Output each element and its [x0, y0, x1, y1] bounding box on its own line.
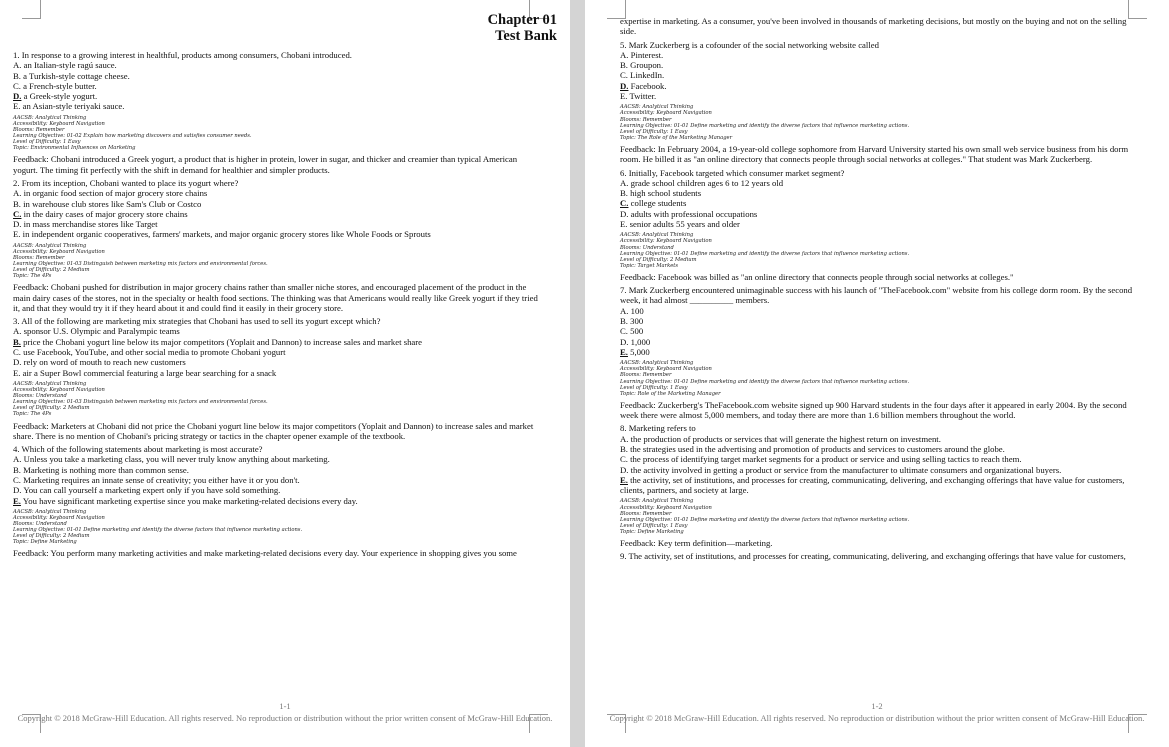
option-text: use Facebook, YouTube, and other social media to promote Chobani yogurt: [23, 347, 286, 358]
option-text: LinkedIn.: [630, 70, 665, 81]
answer-option: [620, 81, 1140, 91]
option-letter: E.: [13, 229, 21, 240]
question-metadata: Blooms: Remember: [13, 126, 65, 133]
answer-option: [13, 60, 543, 70]
question-metadata: Level of Difficulty: 1 Easy: [620, 128, 688, 135]
question-list: [620, 16, 1140, 562]
question-stem: 1. In response to a growing interest in healthful, products among consumers, Chobani introduced.: [13, 50, 352, 60]
question-metadata: Learning Objective: 01-03 Distinguish between marketing mix factors and environmental forces.: [13, 399, 268, 406]
option-letter: C.: [13, 347, 21, 358]
answer-option: [13, 91, 543, 101]
question-metadata: Level of Difficulty: 2 Medium: [13, 267, 90, 274]
answer-option: [620, 465, 1140, 475]
correct-answer-letter: C.: [13, 208, 22, 219]
feedback-text: Feedback: Chobani introduced a Greek yogurt, a product that is higher in protein, lower in sugar, and thicker and creamier than typical American yogurt. The timing fit perfectly with the shift in demand for healthier and simpler products.: [13, 154, 518, 175]
answer-option: [13, 368, 543, 378]
option-letter: C.: [620, 326, 628, 337]
option-letter: B.: [13, 70, 21, 81]
question-stem: 8. Marketing refers to: [620, 423, 696, 434]
answer-option: [13, 209, 543, 219]
option-letter: A.: [13, 60, 22, 71]
question-metadata: Topic: Define Marketing: [13, 539, 77, 546]
question-metadata: Learning Objective: 01-02 Explain how marketing discovers and satisfies consumer needs.: [13, 133, 252, 140]
question-metadata: Accessibility: Keyboard Navigation: [13, 514, 105, 521]
option-letter: D.: [620, 464, 629, 475]
question-metadata: AACSB: Analytical Thinking: [13, 114, 87, 121]
option-letter: E.: [13, 101, 21, 112]
option-text: Marketing requires an innate sense of creativity; you either have it or you don't.: [23, 475, 300, 485]
option-letter: A.: [13, 188, 22, 199]
option-text: You can call yourself a marketing expert only if you have sold something.: [23, 485, 281, 496]
answer-option: [13, 337, 543, 347]
answer-option: [13, 485, 543, 495]
document-page-1: [0, 0, 570, 747]
option-text: You have significant marketing expertise since you make marketing-related decisions every day.: [22, 495, 358, 506]
answer-option: [620, 209, 1140, 219]
option-letter: B.: [620, 316, 628, 327]
answer-option: [620, 70, 1140, 80]
question-stem: 2. From its inception, Chobani wanted to place its yogurt where?: [13, 177, 239, 188]
answer-option: [620, 337, 1140, 347]
option-text: 100: [630, 305, 644, 316]
answer-option: [620, 444, 1140, 454]
feedback-text: Feedback: Key term definition—marketing.: [620, 538, 773, 549]
option-text: the process of identifying target market segments for a product or service and using selling tactics to reach them.: [630, 454, 1022, 465]
feedback-text: Feedback: You perform many marketing activities and make marketing-related decisions every day. Your experience in shopping gives you some: [13, 548, 517, 559]
chapter-title-line2: Test Bank: [495, 28, 557, 44]
option-letter: D.: [13, 357, 22, 368]
chapter-title: [13, 12, 557, 44]
option-text: Facebook.: [630, 80, 667, 91]
option-letter: A.: [620, 305, 629, 316]
option-letter: E.: [13, 367, 21, 378]
option-text: college students: [630, 198, 687, 209]
answer-option: [13, 219, 543, 229]
question-metadata: Learning Objective: 01-01 Define marketing and identify the diverse factors that influence marketing actions.: [620, 516, 910, 523]
page-gutter: [570, 0, 585, 747]
question-metadata: Learning Objective: 01-03 Distinguish between marketing mix factors and environmental forces.: [13, 261, 268, 267]
answer-option: [13, 347, 543, 357]
answer-option: [13, 357, 543, 367]
question-metadata: Topic: Role of the Marketing Manager: [620, 390, 721, 397]
question-metadata: Blooms: Remember: [13, 254, 65, 261]
answer-option: [13, 229, 543, 239]
option-letter: C.: [620, 70, 628, 81]
question-list: [13, 50, 543, 559]
question-metadata: Learning Objective: 01-01 Define marketing and identify the diverse factors that influence marketing actions.: [620, 122, 910, 129]
answer-option: [620, 219, 1140, 229]
option-text: 5,000: [630, 346, 650, 357]
chapter-title-line1: Chapter 01: [487, 12, 557, 28]
option-letter: B.: [620, 60, 628, 71]
answer-option: [620, 475, 1140, 496]
option-letter: E.: [620, 91, 628, 102]
correct-answer-letter: E.: [620, 474, 628, 485]
option-letter: C.: [13, 80, 21, 91]
option-text: in the dairy cases of major grocery store chains: [23, 208, 188, 219]
correct-answer-letter: D.: [13, 91, 22, 102]
question-metadata: AACSB: Analytical Thinking: [13, 508, 87, 515]
correct-answer-letter: E.: [620, 346, 628, 357]
answer-option: [13, 199, 543, 209]
question-stem: 4. Which of the following statements about marketing is most accurate?: [13, 444, 263, 455]
option-letter: A.: [620, 177, 629, 188]
feedback-text: Feedback: Chobani pushed for distribution in major grocery chains rather than smaller niche stores, and encouraged placement of the product in the main dairy cases of the stores, not in the specialty or health food sections. The thinking was that Americans would really like Greek yogurt if they tried it, and that they would try it if they heard about it and could find it easily in their grocery store.: [13, 282, 538, 313]
option-letter: D.: [620, 336, 629, 347]
option-text: the strategies used in the advertising and promotion of products and services to customers around the globe.: [630, 444, 1005, 454]
question-metadata: Topic: The Role of the Marketing Manager: [620, 134, 733, 141]
question-metadata: Blooms: Remember: [620, 116, 672, 123]
correct-answer-letter: C.: [620, 198, 629, 209]
question-metadata: Topic: Target Markets: [620, 262, 679, 269]
option-text: the activity involved in getting a product or service from the manufacturer to ultimate consumers and organizational buyers.: [630, 464, 1062, 475]
question-stem: 6. Initially, Facebook targeted which consumer market segment?: [620, 167, 845, 178]
question-metadata: Level of Difficulty: 1 Easy: [13, 139, 81, 146]
question-metadata: AACSB: Analytical Thinking: [620, 104, 694, 111]
option-text: Marketing is nothing more than common sense.: [23, 464, 189, 475]
page-body[interactable]: [13, 12, 557, 559]
option-text: an Asian-style teriyaki sauce.: [22, 101, 125, 112]
page-number: 1-2: [871, 701, 883, 711]
question-metadata: Level of Difficulty: 2 Medium: [620, 256, 697, 263]
option-text: in warehouse club stores like Sam's Club or Costco: [23, 198, 202, 209]
feedback-text: Feedback: In February 2004, a 19-year-old college sophomore from Harvard University started his own small web service business from his dorm room. He billed it as "an online directory that connects people through social networks at colleges." That student was Mark Zuckerberg.: [620, 143, 1129, 165]
option-text: sponsor U.S. Olympic and Paralympic teams: [23, 326, 180, 337]
answer-option: [13, 188, 543, 198]
option-text: 1,000: [630, 336, 651, 347]
question-metadata: Topic: Environmental Influences on Marketing: [13, 145, 136, 152]
option-text: a French-style butter.: [23, 80, 97, 91]
option-text: Pinterest.: [630, 49, 664, 60]
option-letter: A.: [620, 49, 629, 60]
answer-option: [13, 475, 543, 485]
answer-option: [620, 50, 1140, 60]
option-text: Unless you take a marketing class, you will never truly know anything about marketing.: [23, 454, 330, 465]
question-metadata: Accessibility: Keyboard Navigation: [13, 387, 105, 394]
option-letter: A.: [13, 326, 22, 337]
option-text: 500: [630, 326, 644, 337]
copyright-notice: Copyright © 2018 McGraw-Hill Education. All rights reserved. No reproduction or distribution without the prior written consent of McGraw-Hill Education.: [17, 713, 553, 723]
answer-option: [13, 465, 543, 475]
question-metadata: Topic: The 4Ps: [13, 411, 52, 418]
option-text: adults with professional occupations: [630, 208, 758, 219]
question-metadata: Level of Difficulty: 1 Easy: [620, 522, 688, 529]
answer-option: [620, 316, 1140, 326]
question-metadata: Level of Difficulty: 2 Medium: [13, 533, 90, 540]
question-metadata: Learning Objective: 01-01 Define marketing and identify the diverse factors that influence marketing actions.: [13, 527, 303, 534]
option-letter: B.: [13, 464, 21, 475]
answer-option: [620, 188, 1140, 198]
answer-option: [13, 101, 543, 111]
question-metadata: Topic: The 4Ps: [13, 273, 52, 280]
question-metadata: Accessibility: Keyboard Navigation: [620, 366, 712, 373]
option-text: 300: [630, 316, 644, 327]
question-metadata: Blooms: Understand: [13, 393, 67, 400]
option-letter: B.: [13, 198, 21, 209]
answer-option: [620, 178, 1140, 188]
feedback-text: Feedback: Zuckerberg's TheFacebook.com website signed up 900 Harvard students in the four days after it appeared in early 2004. By the second week there were almost 5,000 members, and today there are more than 1.6 billion members throughout the world.: [620, 399, 1127, 421]
option-letter: D.: [13, 219, 22, 230]
answer-option: [13, 326, 543, 336]
option-text: high school students: [630, 188, 702, 199]
option-letter: B.: [620, 188, 628, 199]
question-stem: 9. The activity, set of institutions, and processes for creating, communicating, delivering, and exchanging offerings that have value for customers,: [620, 551, 1126, 562]
option-letter: A.: [620, 433, 629, 444]
question-metadata: Topic: Define Marketing: [620, 528, 684, 535]
answer-option: [13, 454, 543, 464]
copyright-notice: Copyright © 2018 McGraw-Hill Education. All rights reserved. No reproduction or distribution without the prior written consent of McGraw-Hill Education.: [609, 713, 1145, 723]
answer-option: [620, 91, 1140, 101]
answer-option: [620, 326, 1140, 336]
document-page-2: [585, 0, 1169, 747]
correct-answer-letter: B.: [13, 336, 21, 347]
question-stem: 5. Mark Zuckerberg is a cofounder of the social networking website called: [620, 39, 879, 50]
question-metadata: AACSB: Analytical Thinking: [620, 232, 694, 239]
option-letter: E.: [620, 219, 628, 230]
question-stem: 7. Mark Zuckerberg encountered unimaginable success with his launch of "TheFacebook.com" website from his college dorm room. By the second week, it had almost __________ members.: [620, 285, 1133, 306]
option-text: in mass merchandise stores like Target: [23, 219, 158, 230]
answer-option: [13, 81, 543, 91]
page-body[interactable]: [620, 16, 1140, 562]
option-text: price the Chobani yogurt line below its major competitors (Yoplait and Dannon) to increase sales and market share: [23, 336, 423, 347]
option-text: a Greek-style yogurt.: [23, 91, 98, 102]
page-footer: [585, 701, 1169, 723]
question-metadata: Accessibility: Keyboard Navigation: [620, 504, 712, 511]
option-text: a Turkish-style cottage cheese.: [23, 70, 130, 81]
option-letter: A.: [13, 454, 22, 465]
question-metadata: Accessibility: Keyboard Navigation: [13, 248, 105, 255]
answer-option: [13, 496, 543, 506]
question-metadata: Blooms: Remember: [620, 372, 672, 379]
question-metadata: Learning Objective: 01-01 Define marketing and identify the diverse factors that influence marketing actions.: [620, 250, 910, 257]
option-letter: C.: [13, 475, 21, 485]
page-footer: [0, 701, 570, 723]
page-number: 1-1: [279, 701, 291, 711]
option-text: Groupon.: [630, 60, 664, 71]
answer-option: [620, 306, 1140, 316]
question-metadata: Accessibility: Keyboard Navigation: [620, 238, 712, 245]
answer-option: [620, 454, 1140, 464]
option-text: the production of products or services that will generate the highest return on investment.: [630, 433, 941, 444]
correct-answer-letter: E.: [13, 495, 21, 506]
question-metadata: Blooms: Understand: [13, 521, 67, 528]
question-metadata: Blooms: Understand: [620, 244, 674, 251]
option-text: rely on word of mouth to reach new customers: [23, 357, 186, 368]
question-metadata: Learning Objective: 01-01 Define marketing and identify the diverse factors that influence marketing actions.: [620, 378, 910, 385]
option-text: Twitter.: [629, 91, 657, 102]
question-metadata: AACSB: Analytical Thinking: [620, 498, 694, 505]
option-letter: D.: [13, 485, 22, 496]
answer-option: [620, 198, 1140, 208]
option-text: the activity, set of institutions, and processes for creating, communicating, delivering, and exchanging offerings that have value for customers, clients, partners, and society at large.: [620, 474, 1125, 496]
question-metadata: Level of Difficulty: 2 Medium: [13, 405, 90, 412]
option-text: an Italian-style ragú sauce.: [23, 60, 117, 71]
answer-option: [13, 71, 543, 81]
question-metadata: Blooms: Remember: [620, 510, 672, 517]
question-metadata: Accessibility: Keyboard Navigation: [13, 120, 105, 127]
option-letter: D.: [620, 208, 629, 219]
question-metadata: AACSB: Analytical Thinking: [620, 360, 694, 367]
question-metadata: Level of Difficulty: 1 Easy: [620, 384, 688, 391]
option-text: senior adults 55 years and older: [629, 219, 740, 230]
option-letter: B.: [620, 444, 628, 454]
question-metadata: AACSB: Analytical Thinking: [13, 242, 87, 249]
option-text: grade school children ages 6 to 12 years old: [630, 177, 784, 188]
feedback-text: Feedback: Marketers at Chobani did not price the Chobani yogurt line below its major competitors (Yoplait and Dannon) to increase sales and market share. There is no mention of Chobani's pricing strategy or tactics in the chapter opener example of the textbook.: [13, 420, 534, 441]
correct-answer-letter: D.: [620, 80, 629, 91]
option-text: in organic food section of major grocery store chains: [23, 188, 208, 199]
question-stem: 3. All of the following are marketing mix strategies that Chobani has used to sell its yogurt except which?: [13, 316, 381, 327]
question-metadata: Accessibility: Keyboard Navigation: [620, 110, 712, 117]
option-text: in independent organic cooperatives, farmers' markets, and major organic grocery stores like Whole Foods or Sprouts: [22, 229, 431, 240]
feedback-text: expertise in marketing. As a consumer, you've been involved in thousands of marketing decisions, but mostly on the buying and not on the selling side.: [620, 16, 1127, 37]
answer-option: [620, 434, 1140, 444]
option-text: air a Super Bowl commercial featuring a large bear searching for a snack: [22, 367, 277, 378]
answer-option: [620, 347, 1140, 357]
question-metadata: AACSB: Analytical Thinking: [13, 380, 87, 387]
option-letter: C.: [620, 454, 628, 465]
feedback-text: Feedback: Facebook was billed as "an online directory that connects people through social networks at colleges.": [620, 271, 1014, 282]
answer-option: [620, 60, 1140, 70]
